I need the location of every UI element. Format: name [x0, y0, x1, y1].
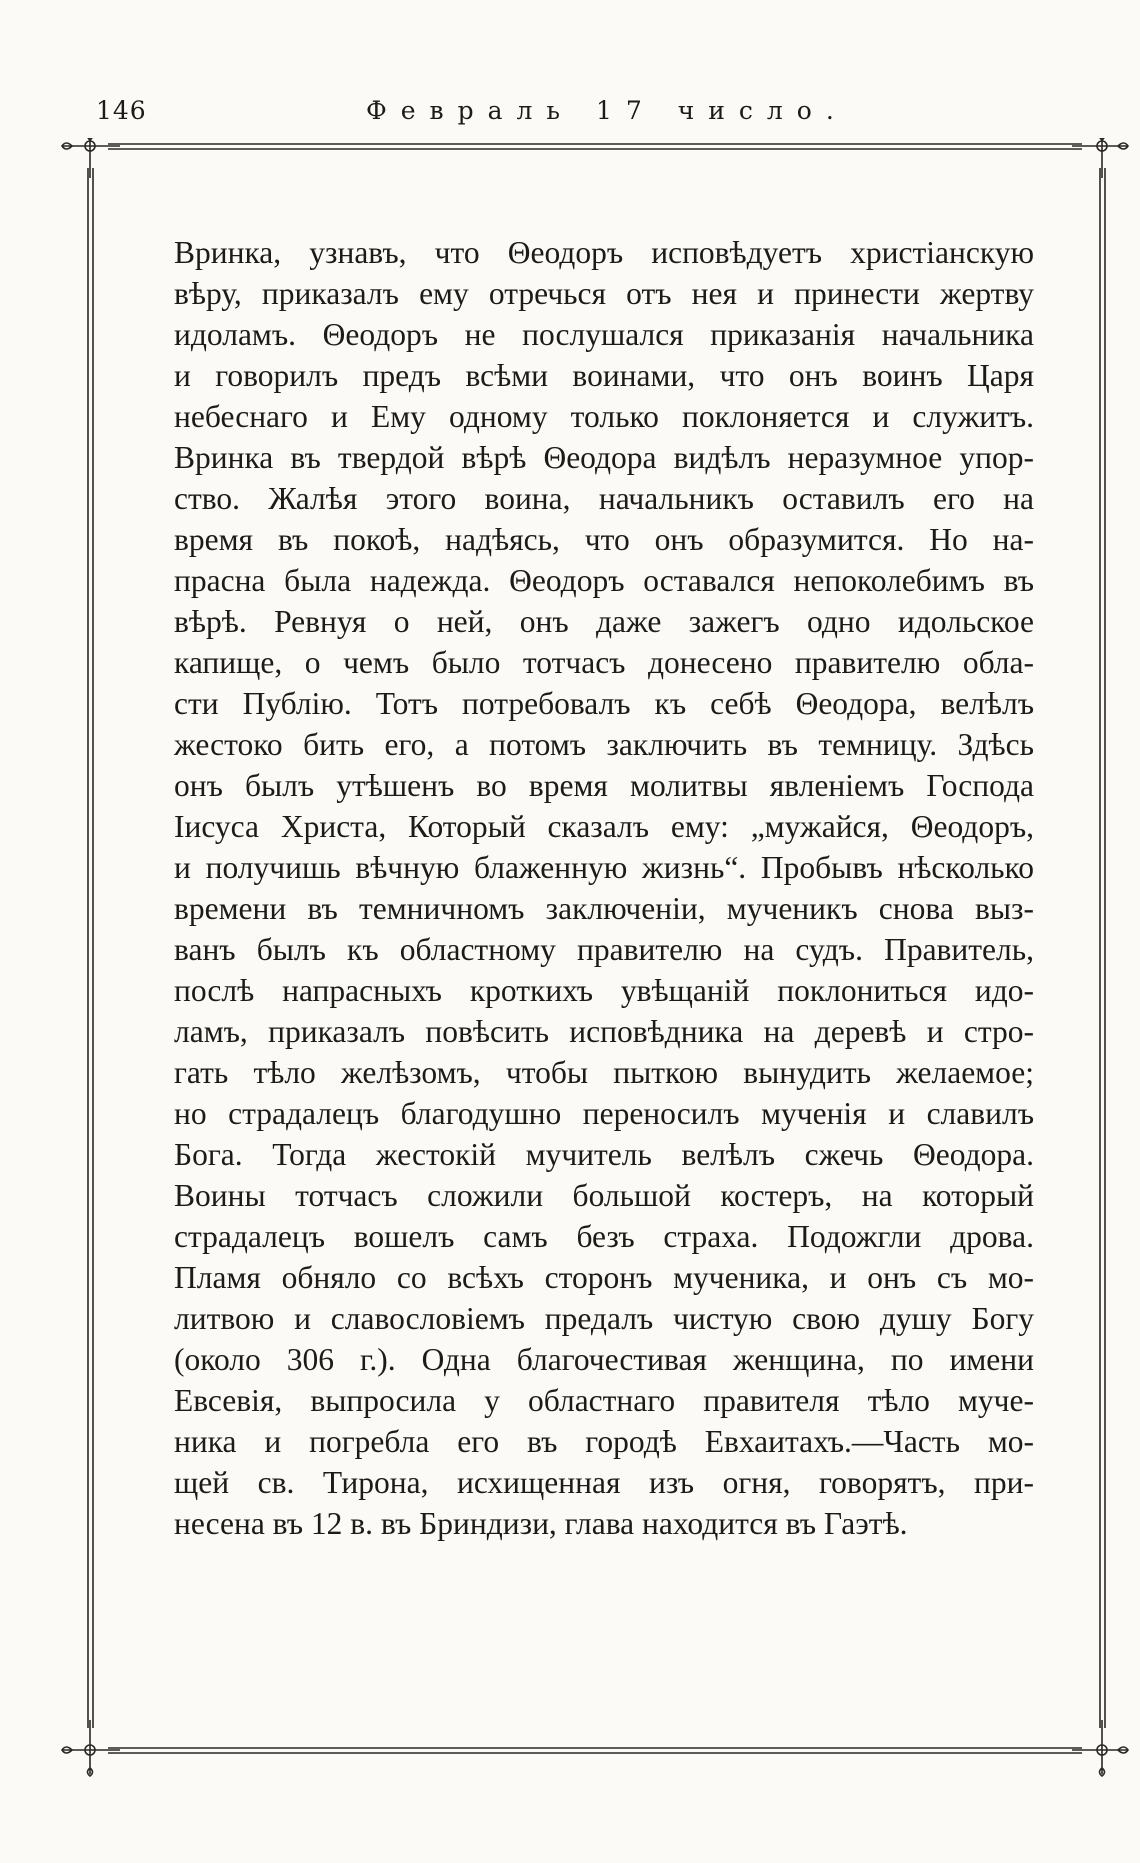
- text-line: Воины тотчасъ сложили большой костеръ, на который: [174, 1178, 1034, 1213]
- text-line: и получишь вѣчную блаженную жизнь“. Пробывъ нѣсколько: [174, 850, 1034, 885]
- text-line: ванъ былъ къ областному правителю на судъ. Правитель,: [174, 932, 1034, 967]
- text-line: онъ былъ утѣшенъ во время молитвы явленіемъ Господа: [174, 768, 1034, 803]
- text-line: Іисуса Христа, Который сказалъ ему: „мужайся, Θеодоръ,: [174, 809, 1034, 844]
- text-line: и говорилъ предъ всѣми воинами, что онъ воинъ Царя: [174, 358, 1034, 393]
- text-line: Бога. Тогда жестокій мучитель велѣлъ сжечь Θеодора.: [174, 1137, 1034, 1172]
- text-line: сти Публію. Тотъ потребовалъ къ себѣ Θеодора, велѣлъ: [174, 686, 1034, 721]
- page-header-title: Февраль 17 число.: [366, 96, 848, 125]
- text-line: щей св. Тирона, исхищенная изъ огня, говорятъ, при-: [174, 1465, 1034, 1500]
- text-line: но страдалецъ благодушно переносилъ мученія и славилъ: [174, 1096, 1034, 1131]
- text-line: литвою и славословіемъ предалъ чистую свою душу Богу: [174, 1301, 1034, 1336]
- text-line: ника и погребла его въ городѣ Евхаитахъ.—Часть мо-: [174, 1424, 1034, 1459]
- text-line: время въ покоѣ, надѣясь, что онъ образумится. Но на-: [174, 522, 1034, 557]
- text-line: вѣрѣ. Ревнуя о ней, онъ даже зажегъ одно идольское: [174, 604, 1034, 639]
- text-line: ство. Жалѣя этого воина, начальникъ оставилъ его на: [174, 481, 1034, 516]
- body-text: [174, 232, 1034, 1544]
- text-line: послѣ напрасныхъ кроткихъ увѣщаній поклониться идо-: [174, 973, 1034, 1008]
- text-line: идоламъ. Θеодоръ не послушался приказанія начальника: [174, 317, 1034, 352]
- text-line: вѣру, приказалъ ему отречься отъ нея и принести жертву: [174, 276, 1034, 311]
- page-number: 146: [96, 96, 147, 125]
- text-line: капище, о чемъ было тотчасъ донесено правителю обла-: [174, 645, 1034, 680]
- text-line: Евсевія, выпросила у областнаго правителя тѣло муче-: [174, 1383, 1034, 1418]
- text-line: жестоко бить его, а потомъ заключить въ темницу. Здѣсь: [174, 727, 1034, 762]
- text-line: небеснаго и Ему одному только поклоняется и служитъ.: [174, 399, 1034, 434]
- text-line: Пламя обняло со всѣхъ сторонъ мученика, и онъ съ мо-: [174, 1260, 1034, 1295]
- running-head: [96, 96, 996, 132]
- text-line: прасна была надежда. Θеодоръ оставался непоколебимъ въ: [174, 563, 1034, 598]
- text-line: Вринка въ твердой вѣрѣ Θеодора видѣлъ неразумное упор-: [174, 440, 1034, 475]
- text-line: Вринка, узнавъ, что Θеодоръ исповѣдуетъ христіанскую: [174, 235, 1034, 270]
- text-line: гать тѣло желѣзомъ, чтобы пыткою вынудить желаемое;: [174, 1055, 1034, 1090]
- text-line: несена въ 12 в. въ Бриндизи, глава находится въ Гаэтѣ.: [174, 1506, 908, 1541]
- text-line: времени въ темничномъ заключеніи, мученикъ снова выз-: [174, 891, 1034, 926]
- text-line: ламъ, приказалъ повѣсить исповѣдника на деревѣ и стро-: [174, 1014, 1034, 1049]
- text-line: страдалецъ вошелъ самъ безъ страха. Подожгли дрова.: [174, 1219, 1034, 1254]
- text-line: (около 306 г.). Одна благочестивая женщина, по имени: [174, 1342, 1034, 1377]
